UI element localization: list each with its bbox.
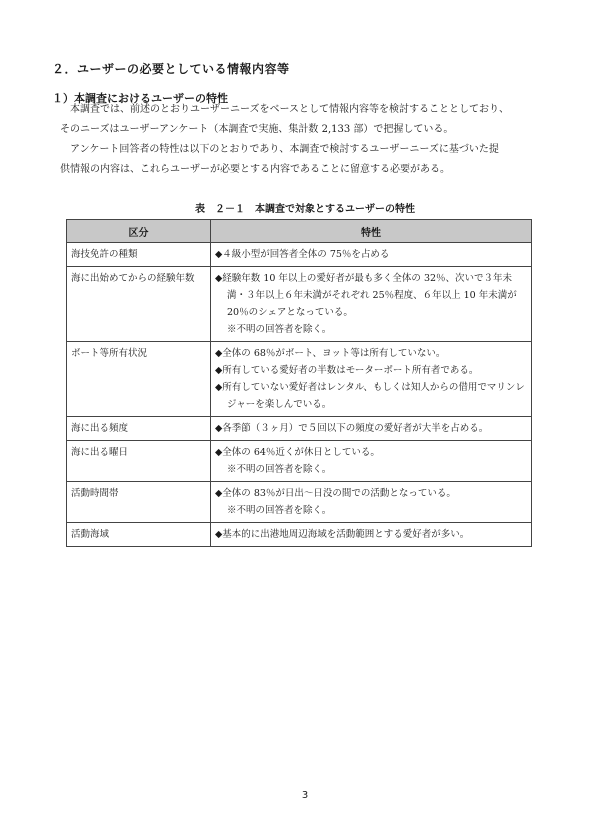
subsection-heading: １）本調査におけるユーザーの特性 (52, 92, 228, 105)
para1-line2: そのニーズはユーザーアンケート（本調査で実施、集計数 2,133 部）で把握している。 (60, 124, 454, 135)
table-caption: 表 ２－１ 本調査で対象とするユーザーの特性 (195, 204, 415, 215)
section-heading: ２．ユーザーの必要としている情報内容等 (52, 62, 290, 76)
row-category: 海に出る頻度 (67, 417, 211, 441)
table-row (67, 342, 532, 417)
table-row (67, 523, 532, 547)
row-traits (211, 441, 532, 482)
table-row (67, 243, 532, 267)
row-traits (211, 417, 532, 441)
row-category: ボート等所有状況 (67, 342, 211, 417)
row-category: 海に出始めてからの経験年数 (67, 267, 211, 342)
trait-line: ◆所有していない愛好者はレンタル、もしくは知人からの借用でマリンレジャーを楽しんでいる。 (215, 382, 525, 410)
row-traits (211, 243, 532, 267)
row-traits (211, 523, 532, 547)
table-row (67, 417, 532, 441)
trait-line: ◆全体の 68％がボート、ヨット等は所有していない。 (215, 348, 446, 359)
trait-line: ◆全体の 64％近くが休日としている。 (215, 447, 380, 458)
table-row (67, 482, 532, 523)
trait-note: ※不明の回答者を除く。 (227, 464, 332, 475)
trait-line: ◆所有している愛好者の半数はモーターボート所有者である。 (215, 365, 479, 376)
page-number: 3 (301, 790, 309, 801)
para1-line1: 本調査では、前述のとおりユーザーニーズをベースとして情報内容等を検討することとしており、 (70, 104, 509, 115)
header-trait: 特性 (211, 220, 532, 243)
trait-note: ※不明の回答者を除く。 (227, 505, 332, 516)
para2-line1: アンケート回答者の特性は以下のとおりであり、本調査で検討するユーザーニーズに基づいた提 (70, 144, 499, 155)
header-category: 区分 (67, 220, 211, 243)
row-category: 海に出る曜日 (67, 441, 211, 482)
table-row (67, 441, 532, 482)
row-category: 活動時間帯 (67, 482, 211, 523)
row-traits (211, 482, 532, 523)
trait-line: ◆全体の 83％が日出～日没の間での活動となっている。 (215, 488, 456, 499)
trait-note: ※不明の回答者を除く。 (227, 324, 332, 335)
row-traits (211, 342, 532, 417)
para2-line2: 供情報の内容は、これらユーザーが必要とする内容であることに留意する必要がある。 (60, 164, 450, 175)
user-traits-table (66, 219, 532, 547)
row-traits (211, 267, 532, 342)
trait-line: ◆基本的に出港地周辺海域を活動範囲とする愛好者が多い。 (215, 529, 470, 540)
trait-line: ◆４級小型が回答者全体の 75％を占める (215, 249, 390, 260)
row-category: 海技免許の種類 (67, 243, 211, 267)
row-category: 活動海域 (67, 523, 211, 547)
trait-line: ◆経験年数 10 年以上の愛好者が最も多く全体の 32％、次いで３年未満・３年以上６年未満がそれぞれ 25％程度、６年以上 10 年未満が 20％のシェアとなっている。 (215, 273, 517, 318)
table-row (67, 267, 532, 342)
intro-paragraph-2 (60, 140, 560, 180)
intro-paragraph-1 (60, 100, 560, 140)
trait-line: ◆各季節（３ヶ月）で５回以下の頻度の愛好者が大半を占める。 (215, 423, 489, 434)
